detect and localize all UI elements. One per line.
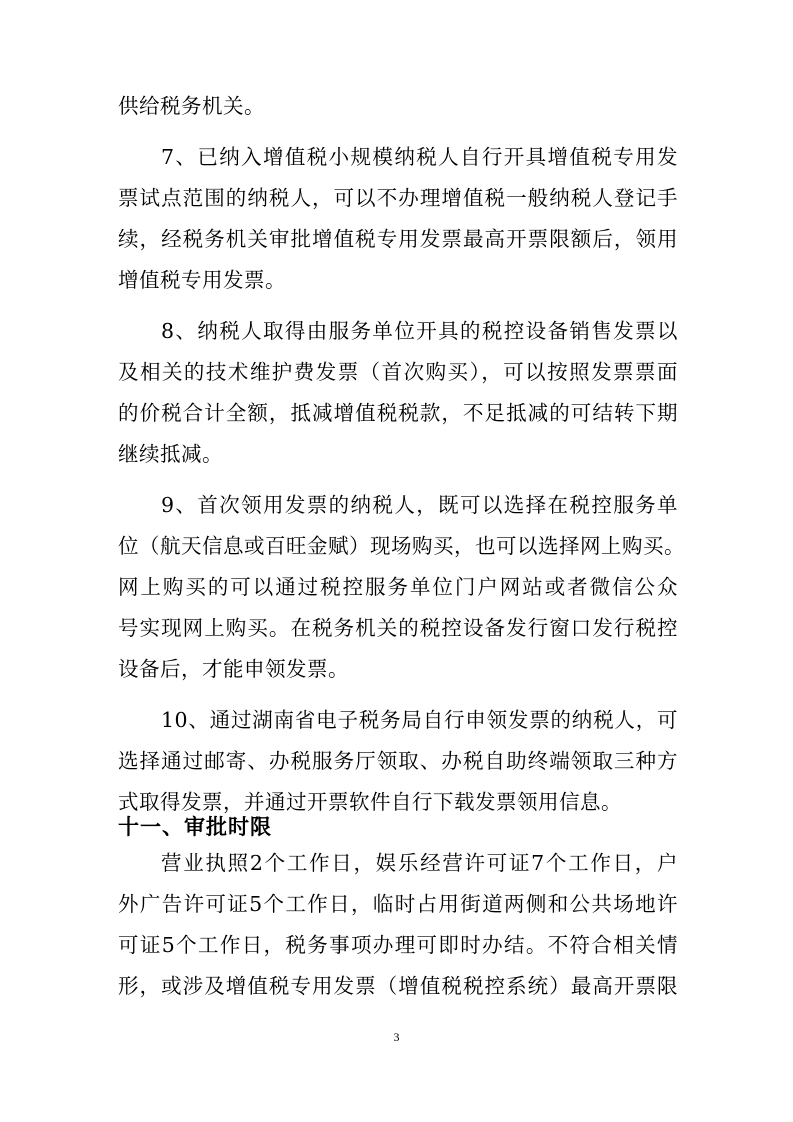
text-line: 位（航天信息或百旺金赋）现场购买，也可以选择网上购买。 — [118, 534, 685, 558]
text-line: 营业执照2个工作日，娱乐经营许可证7个工作日，户 — [161, 851, 678, 875]
text-line: 式取得发票，并通过开票软件自行下载发票领用信息。 — [118, 790, 622, 814]
text-line: 及相关的技术维护费发票（首次购买），可以按照发票票面 — [118, 360, 678, 384]
page-number: 3 — [393, 1030, 400, 1044]
text-line: 的价税合计全额，抵减增值税税款，不足抵减的可结转下期 — [118, 401, 678, 425]
text-line: 外广告许可证5个工作日，临时占用街道两侧和公共场地许 — [118, 892, 678, 916]
text-line: 7、已纳入增值税小规模纳税人自行开具增值税专用发 — [161, 145, 678, 169]
text-line: 形，或涉及增值税专用发票（增值税税控系统）最高开票限 — [118, 974, 678, 998]
section-heading: 十一、审批时限 — [118, 815, 272, 839]
text-line: 选择通过邮寄、办税服务厅领取、办税自助终端领取三种方 — [118, 749, 678, 773]
text-line: 续，经税务机关审批增值税专用发票最高开票限额后，领用 — [118, 227, 678, 251]
text-line: 供给税务机关。 — [118, 94, 265, 118]
text-line: 增值税专用发票。 — [118, 268, 286, 292]
text-line: 继续抵减。 — [118, 442, 223, 466]
text-line: 设备后，才能申领发票。 — [118, 657, 349, 681]
text-line: 可证5个工作日，税务事项办理可即时办结。不符合相关情 — [118, 933, 678, 957]
text-line: 号实现网上购买。在税务机关的税控设备发行窗口发行税控 — [118, 616, 678, 640]
text-line: 票试点范围的纳税人，可以不办理增值税一般纳税人登记手 — [118, 186, 678, 210]
text-line: 网上购买的可以通过税控服务单位门户网站或者微信公众 — [118, 575, 678, 599]
text-line: 10、通过湖南省电子税务局自行申领发票的纳税人，可 — [161, 708, 678, 732]
text-line: 8、纳税人取得由服务单位开具的税控设备销售发票以 — [161, 319, 678, 343]
text-line: 9、首次领用发票的纳税人，既可以选择在税控服务单 — [161, 493, 678, 517]
